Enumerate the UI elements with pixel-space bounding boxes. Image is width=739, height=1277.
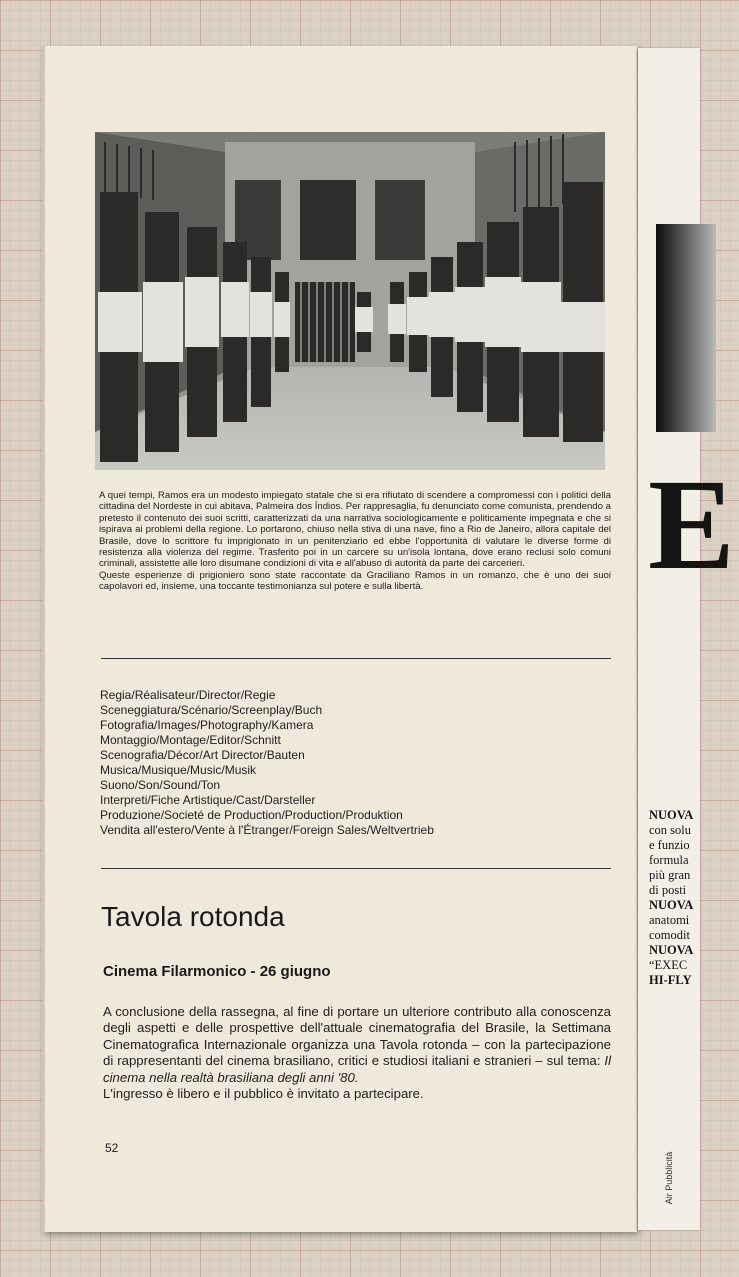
divider — [101, 868, 611, 869]
credit-line: Fotografia/Images/Photography/Kamera — [100, 718, 314, 732]
advert-line: e funzio — [649, 838, 690, 852]
advert-line: HI-FLY — [649, 973, 692, 987]
credit-line: Montaggio/Montage/Editor/Schnitt — [100, 733, 281, 747]
body-italic-theme: Il cinema nella realtà brasiliana degli anni '80. — [103, 1053, 611, 1085]
credit-line: Vendita all'estero/Vente à l'Étranger/Foreign Sales/Weltvertrieb — [100, 823, 434, 837]
body-text-part: A conclusione della rassegna, al fine di portare un ulteriore contributo alla conoscenza degli aspetti e delle prospettive dell'attuale cinematografia del Brasile, la Settimana Cinematografica Internazionale organizza una Tavola rotonda – con la partecipazione di rappresentanti del cinema brasiliano, critici e studiosi italiani e stranieri – sul tema: — [103, 1004, 611, 1069]
page-number: 52 — [105, 1141, 119, 1155]
divider — [101, 658, 611, 659]
advert-image — [656, 224, 716, 432]
section-body — [103, 1004, 611, 1102]
advert-big-letter: E — [648, 453, 735, 597]
advert-line: di posti — [649, 883, 687, 897]
advert-line: NUOVA — [649, 943, 694, 957]
credits-list — [100, 688, 610, 838]
credit-line: Regia/Réalisateur/Director/Regie — [100, 688, 276, 702]
advert-text — [649, 808, 739, 988]
advert-line: più gran — [649, 868, 691, 882]
credit-line: Interpreti/Fiche Artistique/Cast/Darsteller — [100, 793, 316, 807]
advert-line: con solu — [649, 823, 692, 837]
prison-photograph — [95, 132, 605, 470]
credit-line: Suono/Son/Sound/Ton — [100, 778, 221, 792]
body-paragraph: L'ingresso è libero e il pubblico è invitato a partecipare. — [103, 1086, 424, 1102]
advert-line: NUOVA — [649, 898, 694, 912]
advert-line: “EXEC — [649, 958, 688, 972]
adjacent-advert-page — [638, 48, 735, 1230]
section-title: Tavola rotonda — [101, 901, 285, 932]
venue-date: Cinema Filarmonico - 26 giugno — [103, 963, 331, 980]
advert-line: comodit — [649, 928, 690, 942]
intro-text — [99, 490, 611, 593]
advert-line: formula — [649, 853, 689, 867]
advert-line: NUOVA — [649, 808, 694, 822]
credit-line: Musica/Musique/Music/Musik — [100, 763, 257, 777]
advert-caption: Air Pubblicità — [664, 1151, 674, 1205]
advert-line: anatomi — [649, 913, 690, 927]
body-paragraph — [103, 1004, 611, 1086]
brochure-page — [42, 46, 637, 1232]
credit-line: Scenografia/Décor/Art Director/Bauten — [100, 748, 305, 762]
credit-line: Sceneggiatura/Scénario/Screenplay/Buch — [100, 703, 323, 717]
intro-paragraph: Queste esperienze di prigioniero sono state raccontate da Graciliano Ramos in un romanzo, che è uno dei suoi capolavori ed, insieme, una toccante testimonianza sul potere e sulla libertà. — [99, 569, 611, 593]
intro-paragraph: A quei tempi, Ramos era un modesto impiegato statale che si era rifiutato di scendere a compromessi con i politici della cittadina del Nordeste in cui abitava, Palmeira dos Índios. Per rappresaglia, fu denunciato come comunista, prendendo a pretesto il contenuto dei suoi scritti, caratterizzati da una narrativa sociologicamente e politicamente impegnata e che si ispirava ai problemi della regione. Lo portarono, chiuso nella stiva di una nave, fino a Rio de Janeiro, allora capitale del Brasile, dove lo scrittore fu imprigionato in un penitenziario ed ebbe l'opportunità di valutare le diverse forme di resistenza alla violenza del regime. Trasferito poi in un carcere su un'isola lontana, dove erano reclusi solo comuni criminali, assistette alle loro disumane condizioni di vita e all'abuso di autorità da parte dei carcerieri. — [99, 490, 611, 570]
credit-line: Produzione/Societé de Production/Production/Produktion — [100, 808, 403, 822]
